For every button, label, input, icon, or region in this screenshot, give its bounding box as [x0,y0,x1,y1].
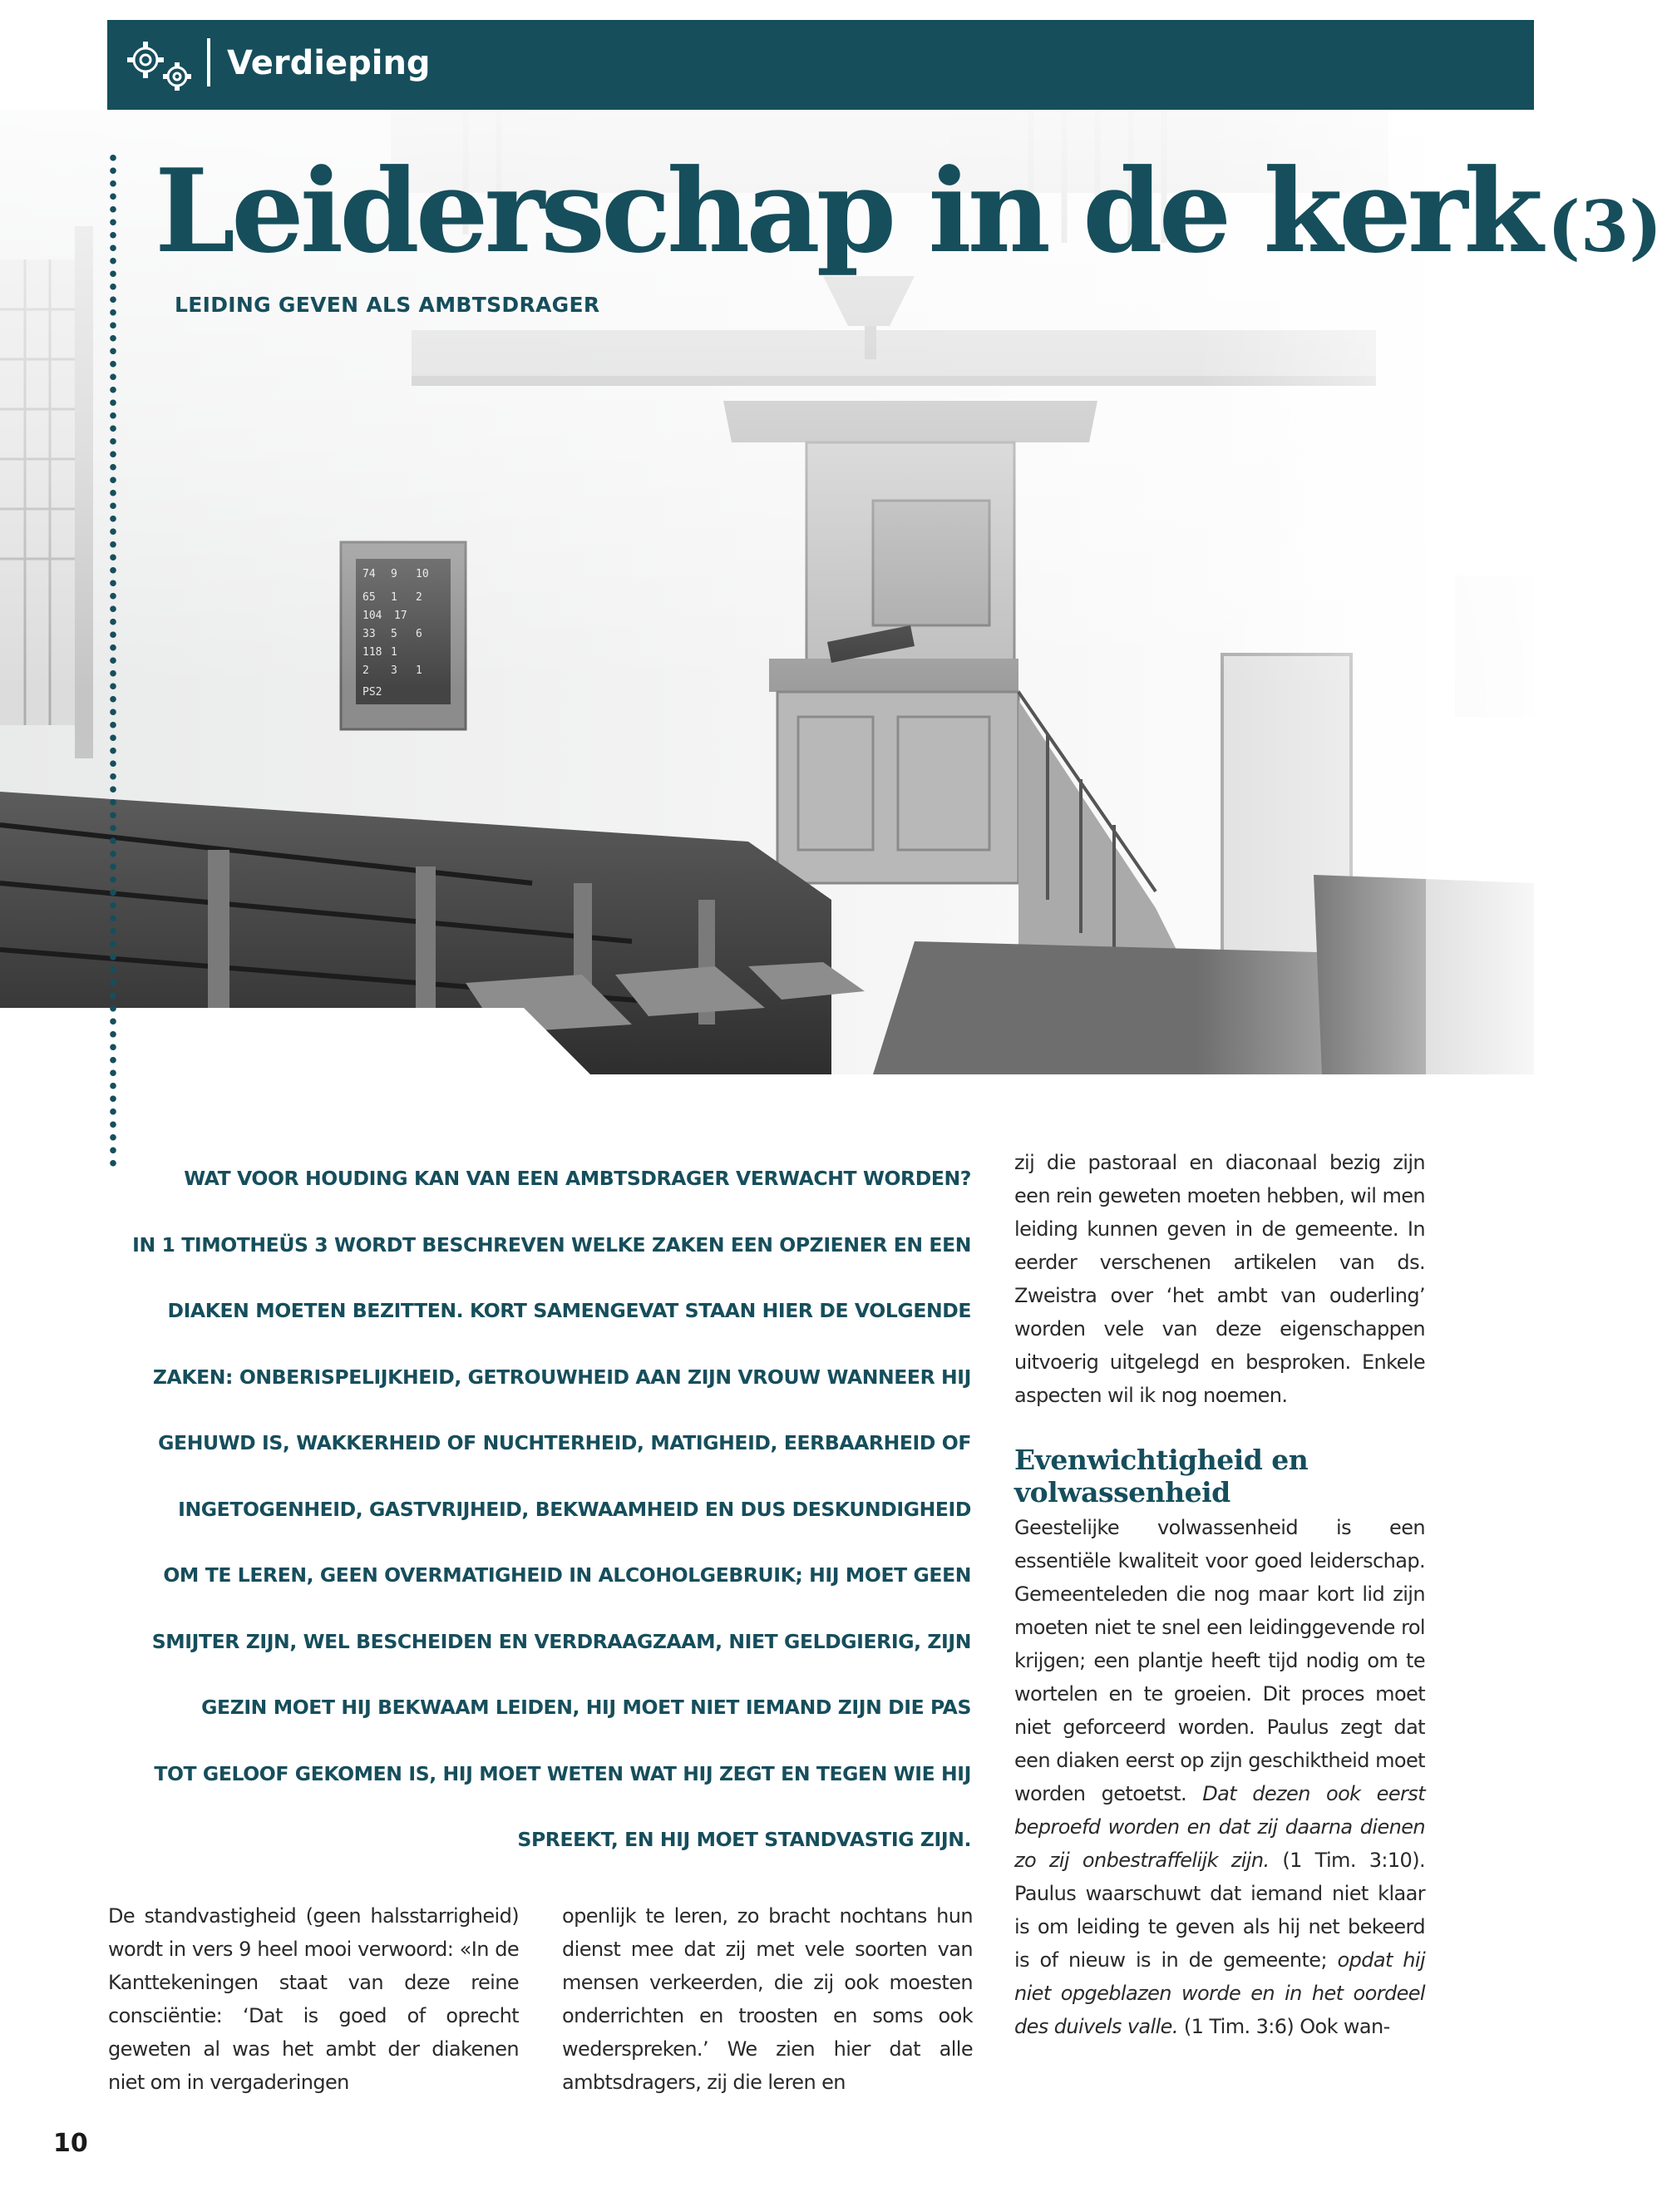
body-paragraph [1014,1511,1425,2043]
intro-line: GEHUWD IS, WAKKERHEID OF NUCHTERHEID, MATIGHEID, EERBAARHEID OF [158,1431,971,1454]
body-column-2 [562,1899,973,2099]
scripture-reference: (1 Tim. 3:10). Paulus waarschuwt dat iemand niet klaar is om leiding te geven als hij net bekeerd is of nieuw is in de gemeente; [1014,1849,1426,1972]
dotted-rule [110,151,116,1171]
section-label: Verdieping [227,44,431,82]
page-number: 10 [53,2129,88,2158]
article-title [155,141,1662,297]
intro-line: INGETOGENHEID, GASTVRIJHEID, BEKWAAMHEID EN DUS DESKUNDIGHEID [178,1497,971,1521]
header-separator [207,38,210,86]
intro-line: OM TE LEREN, GEEN OVERMATIGHEID IN ALCOHOLGEBRUIK; HIJ MOET GEEN [163,1563,971,1587]
body-column-3 [1014,1146,1425,2043]
body-paragraph: openlijk te leren, zo bracht nochtans hun dienst mee dat zij met vele soorten van mensen verkeerden, die zij ook moesten onderrichten en troosten en soms ook wederspreken.’ We zien hier dat alle ambtsdragers, zij die leren en [562,1904,973,2094]
article-title-main: Leiderschap in de kerk [155,143,1540,279]
intro-line: DIAKEN MOETEN BEZITTEN. KORT SAMENGEVAT STAAN HIER DE VOLGENDE [167,1299,971,1322]
intro-line: SPREEKT, EN HIJ MOET STANDVASTIG ZIJN. [517,1828,971,1851]
body-text: Geestelijke volwassenheid is een essentiële kwaliteit voor goed leiderschap. Gemeenteleden die nog maar kort lid zijn moeten niet te snel een leidinggevende rol krijgen; een plantje heeft tijd nodig om te wortelen en te groeien. Dit proces moet niet geforceerd worden. Paulus zegt dat een diaken eerst op zijn geschiktheid moet worden getoetst. [1014,1516,1425,1805]
article-subtitle: LEIDING GEVEN ALS AMBTSDRAGER [175,293,600,317]
section-heading: Evenwichtigheid en volwassenheid [1014,1444,1309,1508]
intro-line: SMIJTER ZIJN, WEL BESCHEIDEN EN VERDRAAGZAAM, NIET GELDGIERIG, ZIJN [151,1629,971,1653]
scripture-quote: Dat dezen ook eerst beproefd worden en dat zij daarna dienen zo zij onbestraffelijk zijn. [1014,1782,1425,1872]
scripture-reference: (1 Tim. 3:6) Ook wan- [1183,2015,1390,2038]
intro-line: GEZIN MOET HIJ BEKWAAM LEIDEN, HIJ MOET NIET IEMAND ZIJN DIE PAS [201,1696,971,1719]
article-title-part: (3) [1547,185,1662,268]
section-header-bar [107,20,1534,110]
article-intro [106,1146,971,1874]
intro-line: WAT VOOR HOUDING KAN VAN EEN AMBTSDRAGER VERWACHT WORDEN? [184,1167,971,1190]
body-paragraph: De standvastigheid (geen halsstarrigheid) wordt in vers 9 heel mooi verwoord: «In de Kanttekeningen staat van deze reine consciëntie: ‘Dat is goed of oprecht geweten al was het ambt der diakenen niet om in vergaderingen [108,1904,519,2094]
intro-line: ZAKEN: ONBERISPELIJKHEID, GETROUWHEID AAN ZIJN VROUW WANNEER HIJ [152,1365,971,1389]
gears-icon [119,35,199,96]
body-column-1 [108,1899,519,2099]
intro-line: IN 1 TIMOTHEÜS 3 WORDT BESCHREVEN WELKE ZAKEN EEN OPZIENER EN EEN [132,1232,971,1257]
intro-line: TOT GELOOF GEKOMEN IS, HIJ MOET WETEN WAT HIJ ZEGT EN TEGEN WIE HIJ [154,1761,971,1785]
scripture-quote: opdat hij niet opgeblazen worde en in het oordeel des duivels valle. [1014,1948,1426,2038]
body-paragraph: zij die pastoraal en diaconaal bezig zijn een rein geweten moeten hebben, wil men leiding kunnen geven in de gemeente. In eerder verschenen artikelen van ds. Zweistra over ‘het ambt van ouderling’ worden vele van deze eigenschappen uitvoerig uitgelegd en besproken. Enkele aspecten wil ik nog noemen. [1014,1151,1425,1407]
